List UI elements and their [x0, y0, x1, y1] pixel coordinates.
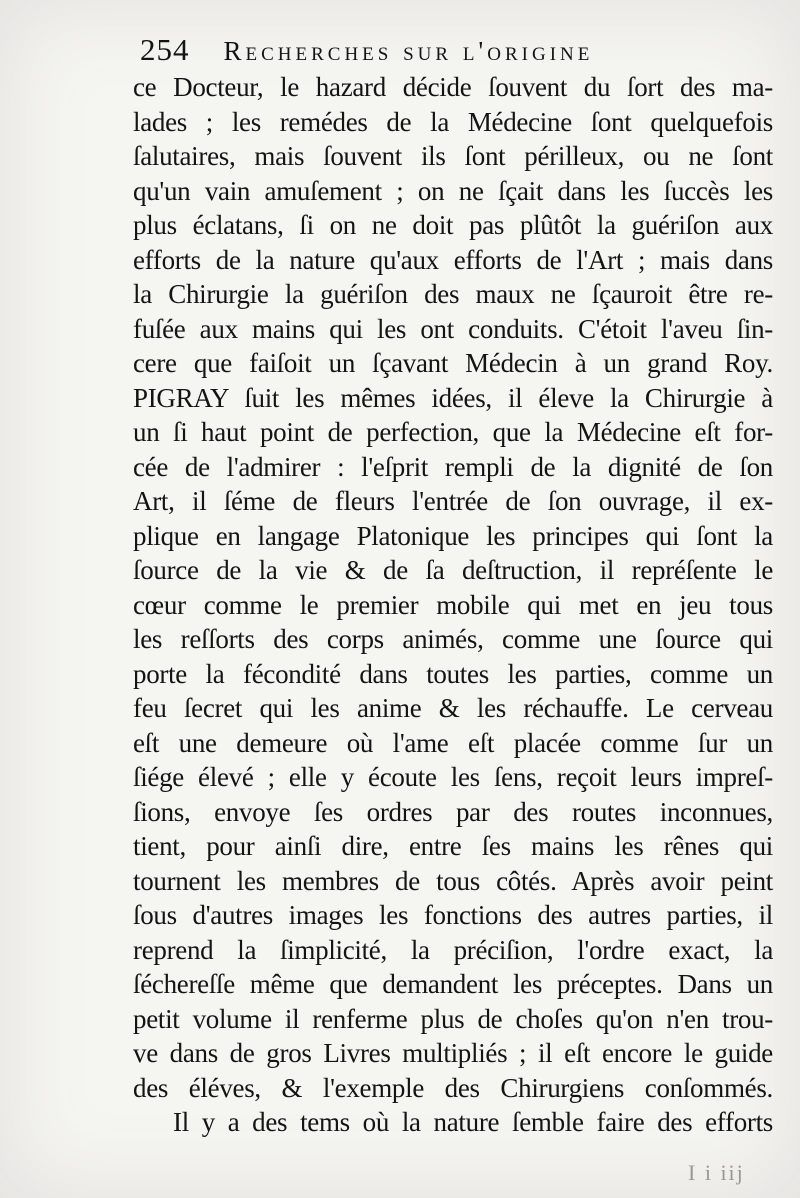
page-number: 254 — [140, 32, 190, 67]
text-line: efforts de la nature qu'aux efforts de l'Art ; mais dans — [133, 244, 773, 275]
text-line: ve dans de gros Livres multipliés ; il eſt encore le guide — [133, 1038, 773, 1068]
text-line-paragraph-start: Il y a des tems où la nature ſemble faire des efforts — [173, 1107, 773, 1137]
text-line: petit volume il renferme plus de choſes qu'on n'en trou- — [133, 1003, 773, 1034]
text-line: plique en langage Platonique les principes qui ſont la — [133, 520, 773, 551]
text-line: cée de l'admirer : l'eſprit rempli de la dignité de ſon — [133, 451, 773, 482]
text-line: feu ſecret qui les anime & les réchauffe. Le cerveau — [133, 693, 773, 723]
text-line: ſalutaires, mais ſouvent ils ſont périlleux, ou ne ſont — [133, 141, 773, 171]
text-line: lades ; les remédes de la Médecine ſont quelquefois — [133, 106, 773, 137]
text-line: tournent les membres de tous côtés. Après avoir peint — [133, 865, 773, 896]
text-line: Art, il ſéme de fleurs l'entrée de ſon ouvrage, il ex- — [133, 486, 773, 516]
text-line: les reſſorts des corps animés, comme une ſource qui — [133, 624, 773, 654]
text-line: ſiége élevé ; elle y écoute les ſens, reçoit leurs impreſ- — [133, 762, 773, 792]
signature-mark: I i iij — [688, 1160, 745, 1185]
text-line: tient, pour ainſi dire, entre ſes mains les rênes qui — [133, 831, 773, 861]
text-line: ce Docteur, le hazard décide ſouvent du ſort des ma- — [133, 72, 773, 102]
text-line: porte la fécondité dans toutes les parties, comme un — [133, 658, 773, 689]
text-line: cere que faiſoit un ſçavant Médecin à un grand Roy. — [133, 348, 773, 378]
text-line: cœur comme le premier mobile qui met en jeu tous — [133, 589, 773, 620]
text-line: qu'un vain amuſement ; on ne ſçait dans les ſuccès les — [133, 175, 773, 206]
text-line: des éléves, & l'exemple des Chirurgiens conſommés. — [133, 1072, 773, 1103]
text-line: ſous d'autres images les fonctions des autres parties, il — [133, 900, 773, 930]
text-line: un ſi haut point de perfection, que la Médecine eſt for- — [133, 417, 773, 447]
text-line: ſions, envoye ſes ordres par des routes inconnues, — [133, 796, 773, 827]
text-line: ſéchereſſe même que demandent les préceptes. Dans un — [133, 969, 773, 999]
text-line: eſt une demeure où l'ame eſt placée comme ſur un — [133, 727, 773, 758]
text-line: PIGRAY ſuit les mêmes idées, il éleve la Chirurgie à — [133, 382, 773, 413]
text-line: plus éclatans, ſi on ne doit pas plûtôt la guériſon aux — [133, 210, 773, 240]
running-head: Recherches sur l'origine — [223, 36, 594, 66]
text-line: reprend la ſimplicité, la préciſion, l'ordre exact, la — [133, 934, 773, 965]
text-line: ſource de la vie & de ſa deſtruction, il repréſente le — [133, 555, 773, 585]
text-line: fuſée aux mains qui les ont conduits. C'étoit l'aveu ſin- — [133, 313, 773, 344]
text-line: la Chirurgie la guériſon des maux ne ſçauroit être re- — [133, 279, 773, 309]
body-text — [133, 70, 773, 1140]
